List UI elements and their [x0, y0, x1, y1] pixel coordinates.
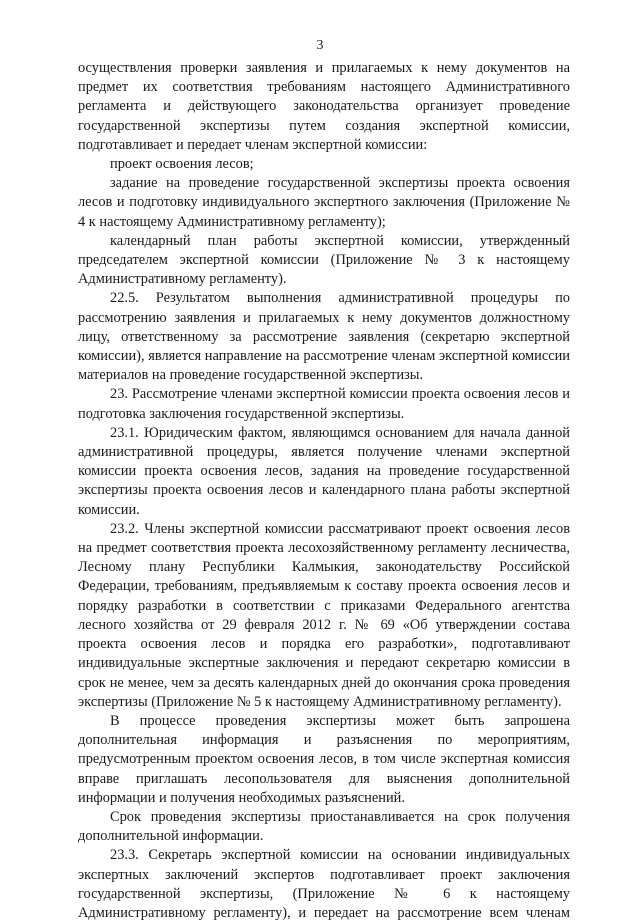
paragraph-term-suspension: Срок проведения экспертизы приостанавливается на срок получения дополнительной информации.: [78, 808, 570, 845]
list-item-calendar-plan: календарный план работы экспертной комиссии, утвержденный председателем экспертной комиссии (Приложение № 3 к настоящему Административному регламенту).: [78, 232, 570, 288]
paragraph-additional-info: В процессе проведения экспертизы может быть запрошена дополнительная информация и разъяснения по мероприятиям, предусмотренным проектом освоения лесов, в том числе экспертная комиссия вправе приглашать лесопользователя для выяснения дополнительной информации и получения необходимых разъяснений.: [78, 712, 570, 806]
paragraph-23-2: 23.2. Члены экспертной комиссии рассматривают проект освоения лесов на предмет соответствия проекта лесохозяйственному регламенту лесничества, Лесному плану Республики Калмыкия, законодательству Российской Федерации, требованиям, предъявляемым к составу проекта освоения лесов и порядку разработки в соответствии с приказами Федерального агентства лесного хозяйства от 29 февраля 2012 г. № 69 «Об утверждении состава проекта освоения лесов и порядка его разработки», подготавливают индивидуальные экспертные заключения и передают секретарю комиссии в срок не менее, чем за десять календарных дней до окончания срока проведения экспертизы (Приложение № 5 к настоящему Административному регламенту).: [78, 520, 570, 710]
page-number: 3: [316, 38, 324, 53]
paragraph-22-5: 22.5. Результатом выполнения административной процедуры по рассмотрению заявления и прилагаемых к нему документов должностному лицу, ответственному за рассмотрение заявления (секретарю экспертной комиссии), является направление на рассмотрение членам экспертной комиссии материалов на проведение государственной экспертизы.: [78, 290, 570, 384]
list-item-project: проект освоения лесов;: [110, 156, 254, 173]
paragraph-intro: осуществления проверки заявления и прилагаемых к нему документов на предмет их соответствия требованиям настоящего Административного регламента и действующего законодательства организует проведение государственной экспертизы путем создания экспертной комиссии, подготавливает и передает членам экспертной комиссии:: [78, 60, 570, 153]
paragraph-23-1: 23.1. Юридическим фактом, являющимся основанием для начала данной административной процедуры, является получение членами экспертной комиссии проекта освоения лесов, задания на проведение государственной экспертизы проекта освоения лесов и календарного плана работы экспертной комиссии.: [78, 424, 570, 518]
list-item-task: задание на проведение государственной экспертизы проекта освоения лесов и подготовку индивидуального экспертного заключения (Приложение № 4 к настоящему Административному регламенту);: [78, 175, 570, 230]
document-body: [78, 59, 570, 923]
paragraph-23-3: 23.3. Секретарь экспертной комиссии на основании индивидуальных экспертных заключений экспертов подготавливает проект заключения государственной экспертизы, (Приложение № 6 к настоящему Административному регламенту), и передает на рассмотрение всем членам: [78, 847, 570, 921]
section-heading-23: 23. Рассмотрение членами экспертной комиссии проекта освоения лесов и подготовка заключения государственной экспертизы.: [78, 386, 570, 422]
